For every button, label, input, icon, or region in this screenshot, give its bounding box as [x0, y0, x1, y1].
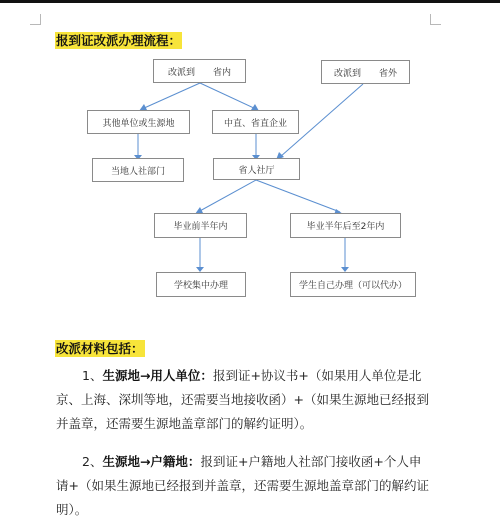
item-2-line-2: 请+（如果生源地已经报到并盖章，还需要生源地盖章部门的解约证: [56, 478, 429, 493]
materials-item-1: [56, 364, 456, 436]
item-1-line-1: [56, 364, 456, 388]
item-1-line-2: 京、上海、深圳等地，还需要当地接收函）+（如果生源地已经报到: [56, 392, 429, 407]
node-local-hr: 当地人社部门: [92, 158, 184, 182]
node-out-province: 改派到 省外: [321, 60, 410, 84]
item-2-line-1: [56, 450, 456, 474]
item-1-number: 1、: [82, 368, 103, 383]
node-school-handles: 学校集中办理: [156, 272, 246, 297]
arrow-provincial-hr-to-within-half-year: [198, 180, 256, 212]
item-2-lead: 生源地→户籍地：: [102, 454, 201, 469]
item-2-line-3: 明）。: [56, 502, 88, 517]
item-1-lead: 生源地→用人单位：: [102, 368, 213, 383]
materials-title: 改派材料包括：: [56, 341, 144, 356]
node-other-units: 其他单位或生源地: [87, 110, 190, 134]
node-central-enterprise: 中直、省直企业: [212, 110, 299, 134]
item-1-line-1-rest: 报到证+协议书+（如果用人单位是北: [212, 368, 422, 383]
node-provincial-hr: 省人社厅: [213, 158, 300, 180]
materials-item-2: [56, 450, 456, 522]
flowchart-title: 报到证改派办理流程：: [56, 33, 182, 48]
arrow-in-province-to-central-enterprise: [200, 83, 256, 109]
node-student-handles: 学生自己办理（可以代办）: [290, 272, 416, 297]
node-in-province: 改派到 省内: [153, 59, 246, 83]
arrow-provincial-hr-to-half-to-two-years: [256, 180, 340, 212]
node-half-to-two-years: 毕业半年后至2年内: [290, 213, 401, 238]
item-1-line-3: 并盖章，还需要生源地盖章部门的解约证明）。: [56, 416, 313, 431]
arrow-in-province-to-other-units: [142, 83, 200, 109]
item-2-number: 2、: [82, 454, 103, 469]
item-2-line-1-rest: 报到证+户籍地人社部门接收函+个人申: [200, 454, 422, 469]
node-within-half-year: 毕业前半年内: [154, 213, 247, 238]
